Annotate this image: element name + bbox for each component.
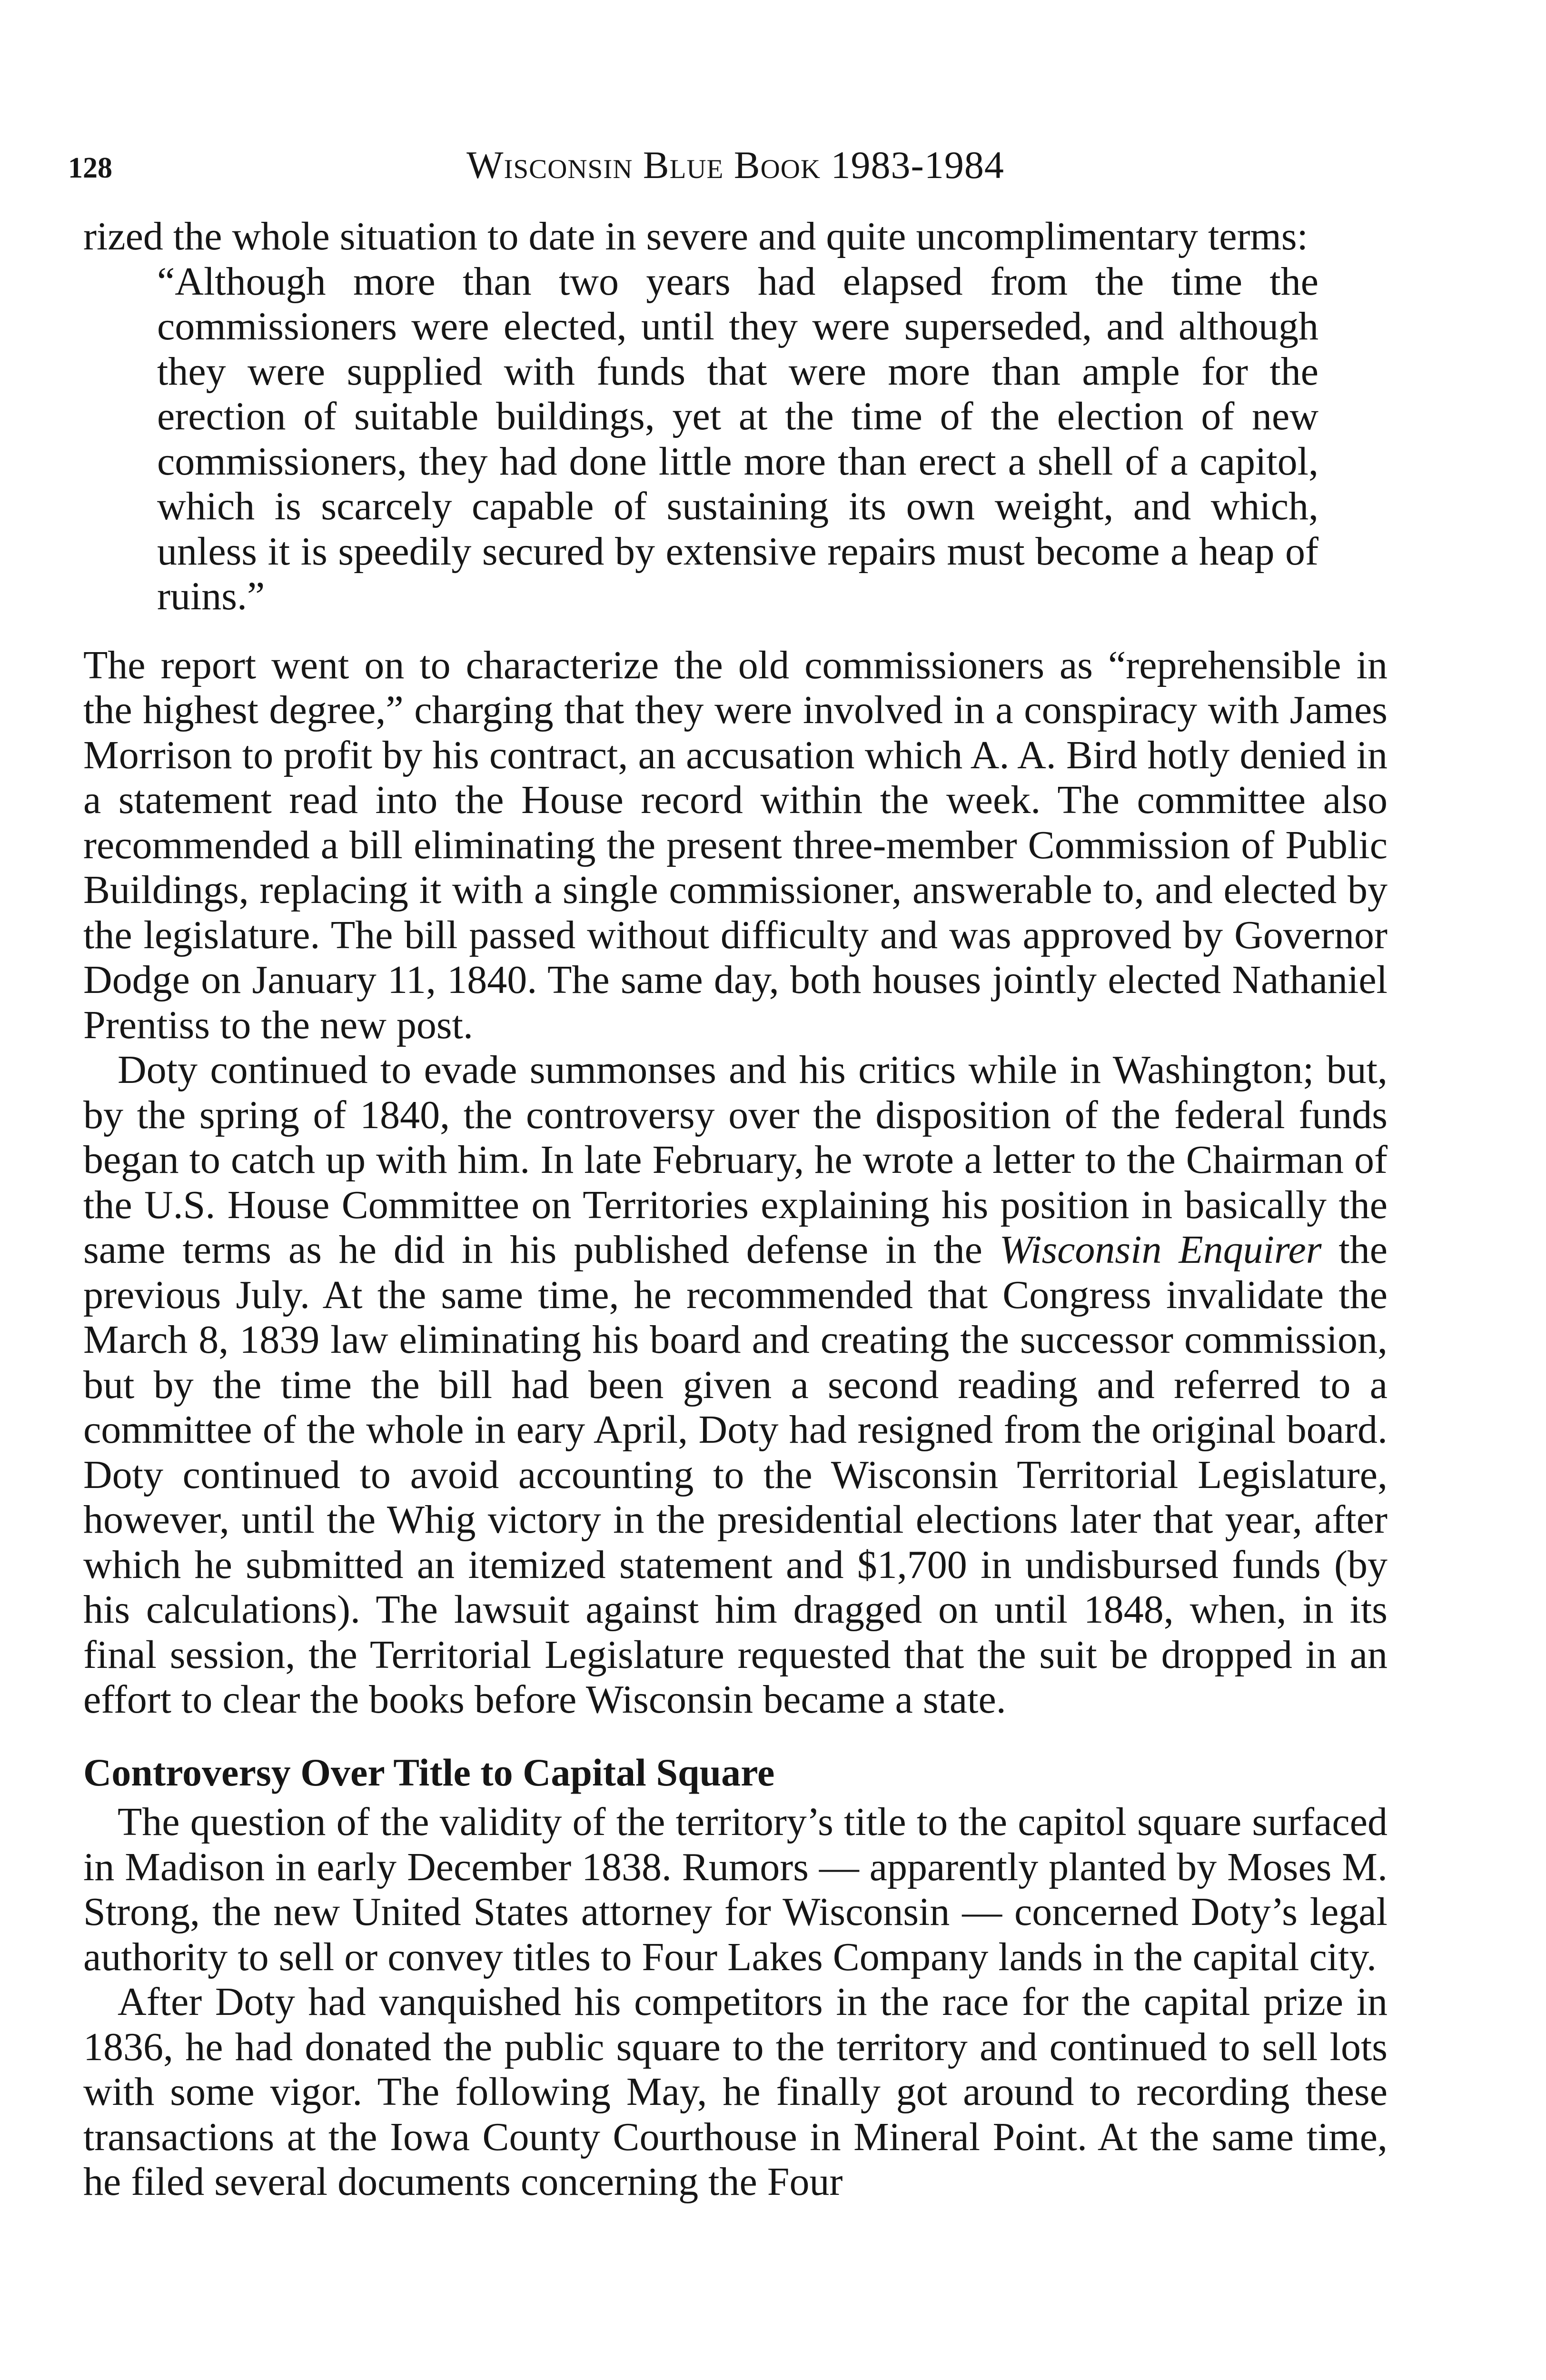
page-number: 128: [68, 152, 112, 184]
lead-in-text: rized the whole situation to date in severe and quite uncomplimentary terms:: [83, 214, 1308, 258]
paragraph-report: The report went on to characterize the old commissioners as “reprehensible in the highest degree,” charging that they were involved in a conspiracy with James Morrison to profit by his contract, an accusation which A. A. Bird hotly denied in a statement read into the House record within the week. The committee also recommended a bill eliminating the present three-member Commission of Public Buildings, replacing it with a single commissioner, answerable to, and elected by the legislature. The bill passed without difficulty and was approved by Governor Dodge on January 11, 1840. The same day, both houses jointly elected Nathaniel Prentiss to the new post.: [83, 643, 1387, 1047]
page-header: [68, 143, 1387, 195]
book-page: [68, 143, 1387, 2205]
paragraph-doty-text-1: Doty continued to evade summonses and his critics while in Washington; but, by the spring of 1840, the controversy over the disposition of the federal funds began to catch up with him. In late February, he wrote a letter to the Chairman of the U.S. House Committee on Territories explaining his position in basically the same terms as he did in his published defense in the: [83, 1048, 1387, 1272]
running-head: Wisconsin Blue Book 1983-1984: [466, 143, 1004, 187]
paragraph-doty-text-2: the previous July. At the same time, he recommended that Congress invalidate the March 8, 1839 law eliminating his board and creating the successor commission, but by the time the bill had been given a second reading and referred to a committee of the whole in eary April, Doty had resigned from the original board. Doty continued to avoid accounting to the Wisconsin Territorial Legislature, however, until the Whig victory in the presidential elections later that year, after which he submitted an itemized statement and $1,700 in undisbursed funds (by his calculations). The lawsuit against him dragged on until 1848, when, in its final session, the Territorial Legislature requested that the suit be dropped in an effort to clear the books before Wisconsin became a state.: [83, 1228, 1387, 1722]
paragraph-question: The question of the validity of the territory’s title to the capitol square surfaced in Madison in early December 1838. Rumors — apparently planted by Moses M. Strong, the new United States attorney for Wisconsin — concerned Doty’s legal authority to sell or convey titles to Four Lakes Company lands in the capital city.: [83, 1800, 1387, 1979]
paragraph-doty: [83, 1048, 1387, 1723]
newspaper-title: Wisconsin Enquirer: [999, 1228, 1322, 1272]
block-quote: “Although more than two years had elapsed from the time the commissioners were elected, until they were superseded, and although they were supplied with funds that were more than ample for the erection of suitable buildings, yet at the time of the election of new commissioners, they had done little more than erect a shell of a capitol, which is scarcely capable of sustaining its own weight, and which, unless it is speedily secured by extensive repairs must become a heap of ruins.”: [157, 259, 1318, 618]
section-heading: Controversy Over Title to Capital Square: [83, 1750, 775, 1794]
paragraph-after: After Doty had vanquished his competitors in the race for the capital prize in 1836, he had donated the public square to the territory and continued to sell lots with some vigor. The following May, he finally got around to recording these transactions at the Iowa County Courthouse in Mineral Point. At the same time, he filed several documents concerning the Four: [83, 1980, 1387, 2204]
